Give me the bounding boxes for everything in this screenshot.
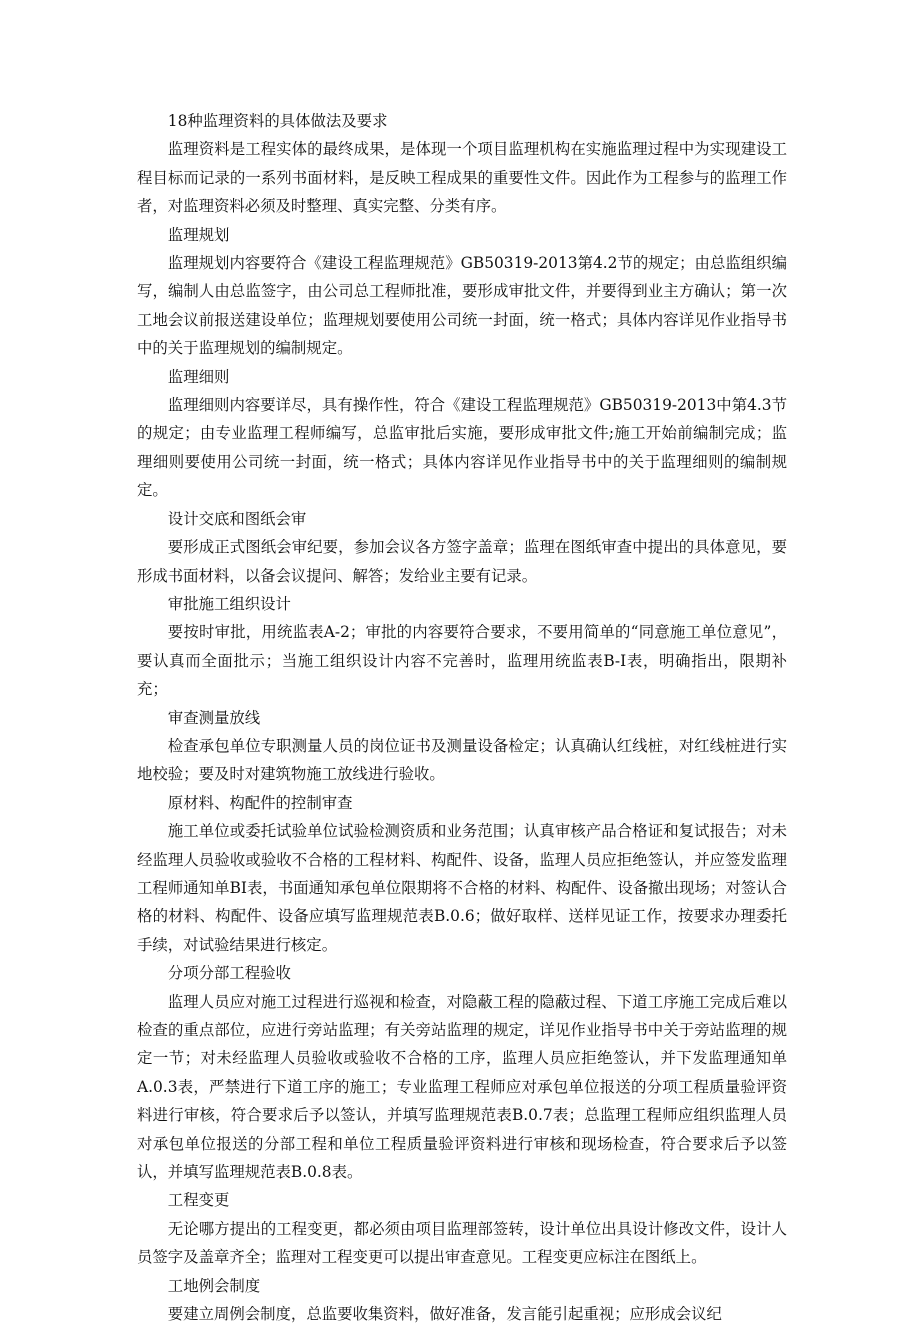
section-heading-engineering-change: 工程变更 bbox=[167, 1191, 230, 1210]
section-body-supervision-plan: 监理规划内容要符合《建设工程监理规范》GB50319-2013第4.2节的规定；由总监组织编写，编制人由总监签字，由公司总工程师批准，要形成审批文件，并要得到业主方确认；第一次工地会议前报送建设单位；监理规划要使用公司统一封面，统一格式；具体内容详见作业指导书中的关于监理规划的编制规定。 bbox=[137, 254, 787, 358]
document-body bbox=[137, 107, 787, 1328]
section-heading-materials-control: 原材料、构配件的控制审查 bbox=[167, 793, 353, 812]
intro-paragraph: 监理资料是工程实体的最终成果，是体现一个项目监理机构在实施监理过程中为实现建设工程目标而记录的一系列书面材料，是反映工程成果的重要性文件。因此作为工程参与的监理工作者，对监理资料必须及时整理、真实完整、分类有序。 bbox=[137, 140, 787, 216]
section-heading-survey-check: 审查测量放线 bbox=[167, 708, 261, 727]
section-heading-supervision-plan: 监理规划 bbox=[167, 225, 230, 244]
section-body-acceptance: 监理人员应对施工过程进行巡视和检查，对隐蔽工程的隐蔽过程、下道工序施工完成后难以检查的重点部位，应进行旁站监理；有关旁站监理的规定，详见作业指导书中关于旁站监理的规定一节；对未经监理人员验收或验收不合格的工序，监理人员应拒绝签认，并下发监理通知单A.0.3表，严禁进行下道工序的施工；专业监理工程师应对承包单位报送的分项工程质量验评资料进行审核，符合要求后予以签认，并填写监理规范表B.0.7表；总监理工程师应组织监理人员对承包单位报送的分部工程和单位工程质量验评资料进行审核和现场检查，符合要求后予以签认，并填写监理规范表B.0.8表。 bbox=[137, 992, 787, 1182]
document-title: 18种监理资料的具体做法及要求 bbox=[167, 112, 388, 130]
section-heading-acceptance: 分项分部工程验收 bbox=[167, 964, 291, 983]
section-heading-supervision-rules: 监理细则 bbox=[167, 367, 230, 386]
section-heading-construction-design-approval: 审批施工组织设计 bbox=[167, 594, 291, 613]
section-body-materials-control: 施工单位或委托试验单位试验检测资质和业务范围；认真审核产品合格证和复试报告；对未经监理人员验收或验收不合格的工程材料、构配件、设备，监理人员应拒绝签认，并应签发监理工程师通知单BI表，书面通知承包单位限期将不合格的材料、构配件、设备撤出现场；对签认合格的材料、构配件、设备应填写监理规范表B.0.6；做好取样、送样见证工作，按要求办理委托手续，对试验结果进行核定。 bbox=[137, 822, 787, 954]
section-body-site-meeting: 要建立周例会制度，总监要收集资料，做好准备，发言能引起重视；应形成会议纪 bbox=[167, 1305, 722, 1324]
section-body-engineering-change: 无论哪方提出的工程变更，都必须由项目监理部签转，设计单位出具设计修改文件，设计人员签字及盖章齐全；监理对工程变更可以提出审查意见。工程变更应标注在图纸上。 bbox=[137, 1219, 787, 1267]
section-heading-site-meeting: 工地例会制度 bbox=[167, 1276, 261, 1295]
section-body-supervision-rules: 监理细则内容要详尽，具有操作性，符合《建设工程监理规范》GB50319-2013中第4.3节的规定；由专业监理工程师编写，总监审批后实施，要形成审批文件;施工开始前编制完成；监理细则要使用公司统一封面，统一格式；具体内容详见作业指导书中的关于监理细则的编制规定。 bbox=[137, 396, 787, 500]
section-body-survey-check: 检查承包单位专职测量人员的岗位证书及测量设备检定；认真确认红线桩，对红线桩进行实地校验；要及时对建筑物施工放线进行验收。 bbox=[137, 736, 787, 784]
section-body-construction-design-approval: 要按时审批，用统监表A-2；审批的内容要符合要求，不要用简单的“同意施工单位意见”，要认真而全面批示；当施工组织设计内容不完善时，监理用统监表B-I表，明确指出，限期补充； bbox=[137, 623, 787, 699]
section-heading-design-review: 设计交底和图纸会审 bbox=[167, 509, 307, 528]
section-body-design-review: 要形成正式图纸会审纪要，参加会议各方签字盖章；监理在图纸审查中提出的具体意见，要形成书面材料，以备会议提问、解答；发给业主要有记录。 bbox=[137, 538, 787, 585]
